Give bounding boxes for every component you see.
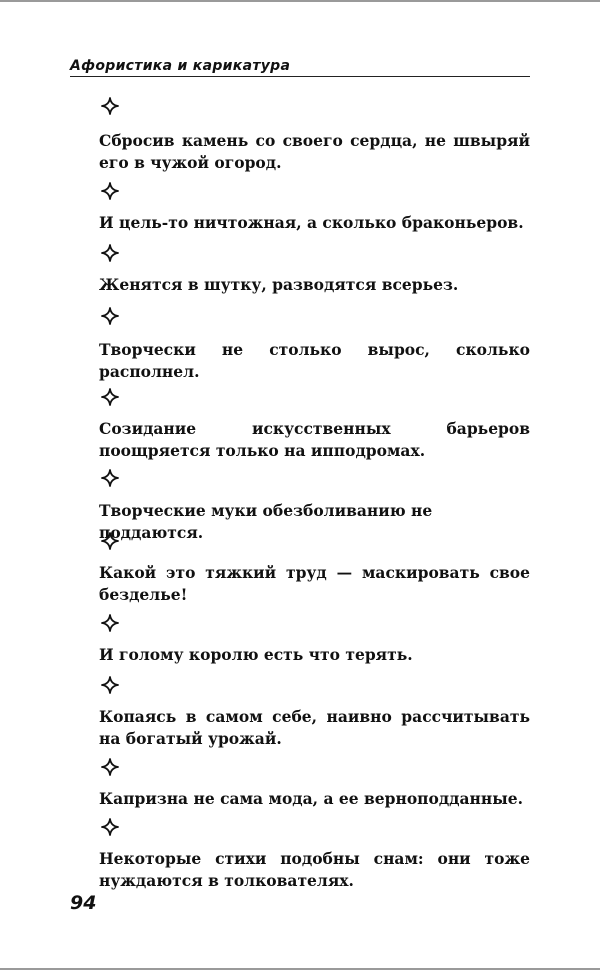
aphorism-6: Творческие муки обезболиванию не поддаются. [99, 501, 433, 542]
four-point-star-icon [101, 244, 119, 262]
aphorism-4: Творчески не столько вырос, сколько располнел. [99, 340, 530, 381]
four-point-star-icon [101, 758, 119, 776]
aphorism-10: Капризна не сама мода, а ее верноподданные. [99, 789, 524, 808]
four-point-star-icon [101, 182, 119, 200]
four-point-star-icon [101, 97, 119, 115]
aphorism-3: Женятся в шутку, разводятся всерьез. [99, 275, 459, 294]
four-point-star-icon [101, 388, 119, 406]
aphorism-9: Копаясь в самом себе, наивно рассчитывать на богатый урожай. [99, 707, 530, 748]
four-point-star-icon [101, 469, 119, 487]
page-number: 94 [70, 892, 97, 914]
four-point-star-icon [101, 614, 119, 632]
aphorism-1: Сбросив камень со своего сердца, не швыряй его в чужой огород. [99, 131, 530, 172]
aphorism-8: И голому королю есть что терять. [99, 645, 413, 664]
four-point-star-icon [101, 532, 119, 550]
header-rule [70, 76, 530, 77]
four-point-star-icon [101, 818, 119, 836]
aphorism-5: Созидание искусственных барьеров поощряется только на ипподромах. [99, 419, 530, 460]
bottom-border [0, 968, 600, 970]
running-head: Афористика и карикатура [70, 58, 291, 74]
four-point-star-icon [101, 676, 119, 694]
aphorism-7: Какой это тяжкий труд — маскировать свое безделье! [99, 563, 530, 604]
four-point-star-icon [101, 307, 119, 325]
aphorism-2: И цель-то ничтожная, а сколько браконьеров. [99, 213, 524, 232]
top-border [0, 0, 600, 2]
aphorism-11: Некоторые стихи подобны снам: они тоже нуждаются в толкователях. [99, 849, 530, 890]
